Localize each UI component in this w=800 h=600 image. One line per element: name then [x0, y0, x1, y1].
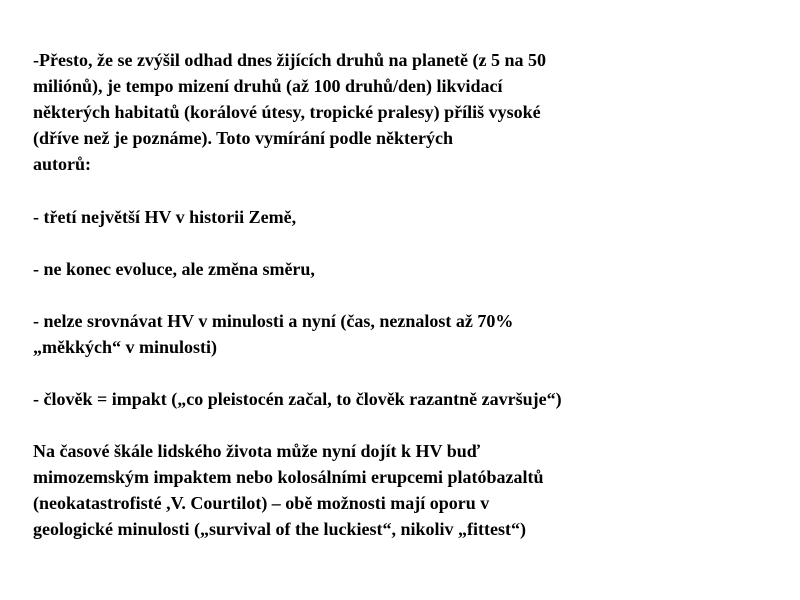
spacer — [33, 177, 773, 204]
intro-line-3: některých habitatů (korálové útesy, tropické pralesy) příliš vysoké — [33, 102, 541, 122]
bullet-2: - ne konec evoluce, ale změna směru, — [33, 259, 315, 279]
closing-line-1: Na časové škále lidského života může nyní dojít k HV buď — [33, 441, 480, 461]
closing-line-4: geologické minulosti („survival of the luckiest“, nikoliv „fittest“) — [33, 519, 526, 539]
spacer — [33, 282, 773, 308]
intro-line-1: -Přesto, že se zvýšil odhad dnes žijících druhů na planetě (z 5 na 50 — [33, 50, 546, 70]
bullet-3-line-1: - nelze srovnávat HV v minulosti a nyní (čas, neznalost až 70% — [33, 311, 514, 331]
slide-text-block — [33, 47, 773, 542]
bullet-3-line-2: „měkkých“ v minulosti) — [33, 337, 218, 357]
closing-line-3: (neokatastrofisté ,V. Courtilot) – obě možnosti mají oporu v — [33, 493, 490, 513]
closing-line-2: mimozemským impaktem nebo kolosálními erupcemi platóbazaltů — [33, 467, 544, 487]
bullet-1: - třetí největší HV v historii Země, — [33, 207, 297, 227]
spacer — [33, 230, 773, 256]
closing-paragraph — [33, 438, 773, 542]
bullet-4: - člověk = impakt („co pleistocén začal, to člověk razantně završuje“) — [33, 389, 562, 409]
intro-line-5: autorů: — [33, 154, 91, 174]
bullet-3 — [33, 308, 773, 360]
spacer — [33, 412, 773, 438]
spacer — [33, 360, 773, 386]
intro-paragraph — [33, 47, 773, 177]
intro-line-2: miliónů), je tempo mizení druhů (až 100 druhů/den) likvidací — [33, 76, 503, 96]
intro-line-4: (dříve než je poznáme). Toto vymírání podle některých — [33, 128, 453, 148]
